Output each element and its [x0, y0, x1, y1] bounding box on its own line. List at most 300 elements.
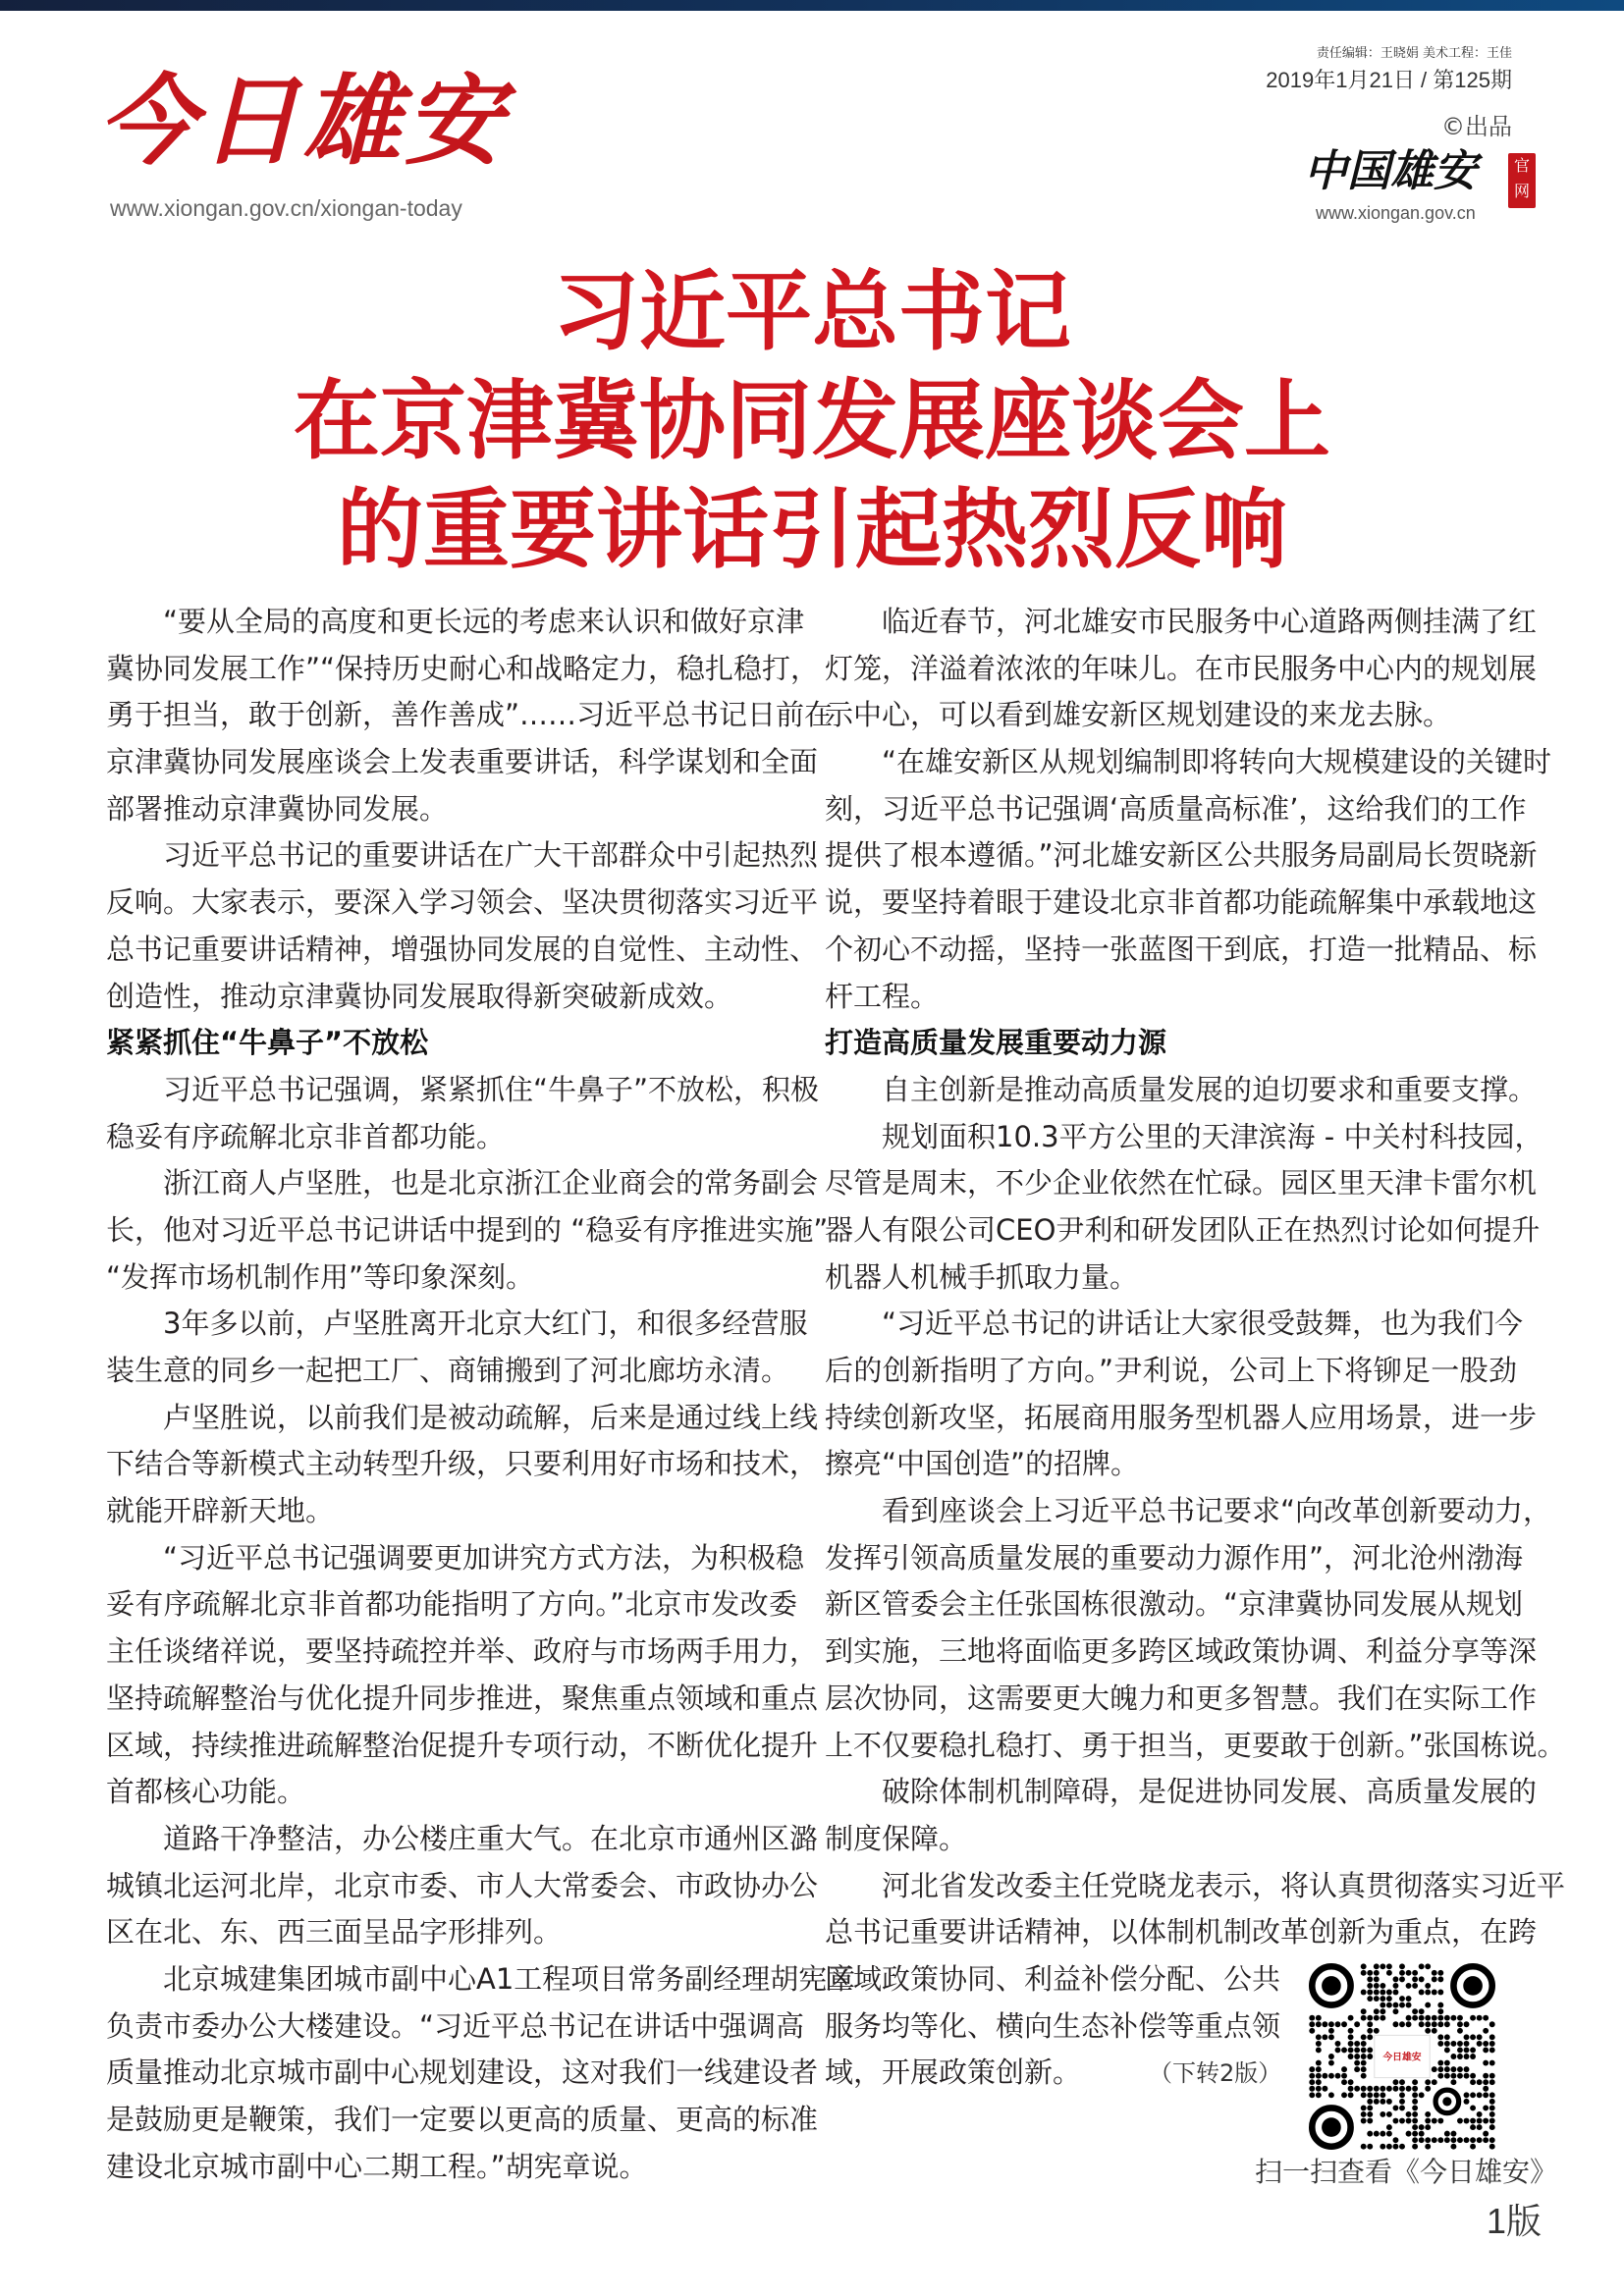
- qr-dot: [1367, 2105, 1373, 2110]
- qr-dot: [1437, 2060, 1443, 2066]
- qr-dot: [1393, 2086, 1399, 2092]
- qr-dot: [1457, 2137, 1463, 2143]
- text-line: 持续创新攻坚，拓展商用服务型机器人应用场景，进一步: [825, 1400, 1538, 1434]
- qr-dot: [1374, 2131, 1380, 2137]
- qr-dot: [1386, 1963, 1392, 1969]
- qr-dot: [1309, 2028, 1315, 2034]
- qr-dot: [1380, 2131, 1385, 2137]
- qr-dot: [1361, 2118, 1367, 2124]
- qr-dot: [1399, 1976, 1405, 1982]
- qr-dot: [1489, 2048, 1495, 2054]
- text-line: 尽管是周末，不少企业依然在忙碌。园区里天津卡雷尔机: [825, 1166, 1538, 1201]
- qr-dot: [1412, 2099, 1418, 2105]
- qr-dot: [1444, 2034, 1450, 2040]
- qr-dot: [1374, 2092, 1380, 2098]
- text-line: 坚持疏解整治与优化提升同步推进，聚焦重点领域和重点: [106, 1681, 819, 1715]
- qr-dot: [1419, 1976, 1425, 1982]
- qr-dot: [1399, 2002, 1405, 2008]
- headline-line: 习近平总书记: [552, 260, 1071, 362]
- qr-dot: [1361, 2086, 1367, 2092]
- qr-dot: [1406, 2002, 1412, 2008]
- qr-dot: [1367, 2111, 1373, 2117]
- qr-dot: [1483, 2086, 1489, 2092]
- qr-dot: [1374, 2008, 1380, 2014]
- qr-dot: [1419, 2124, 1425, 2130]
- qr-dot: [1367, 2086, 1373, 2092]
- qr-dot: [1367, 2131, 1373, 2137]
- masthead-logo: 今日雄安: [98, 63, 507, 179]
- text-line: 临近春节，河北雄安市民服务中心道路两侧挂满了红: [882, 605, 1538, 638]
- qr-dot: [1457, 2015, 1463, 2021]
- qr-dot: [1316, 2021, 1322, 2027]
- qr-dot: [1386, 2124, 1392, 2130]
- qr-dot: [1444, 2015, 1450, 2021]
- qr-dot: [1425, 2124, 1431, 2130]
- qr-dot: [1393, 1990, 1399, 1996]
- text-line: 区域政策协同、利益补偿分配、公共: [825, 1961, 1281, 1996]
- qr-dot: [1380, 2008, 1385, 2014]
- text-line: 部署推动京津冀协同发展。: [106, 791, 449, 826]
- qr-dot: [1322, 2073, 1327, 2079]
- text-line: “在雄安新区从规划编制即将转向大规模建设的关键时: [882, 745, 1552, 779]
- qr-dot: [1419, 2137, 1425, 2143]
- text-line: 区在北、东、西三面呈品字形排列。: [106, 1915, 563, 1949]
- qr-dot: [1444, 2137, 1450, 2143]
- qr-dot: [1425, 2015, 1431, 2021]
- qr-dot: [1316, 2086, 1322, 2092]
- text-line: 上不仅要稳扎稳打、勇于担当，更要敢于创新。”张国栋说。: [825, 1728, 1566, 1762]
- text-line: 提供了根本遵循。”河北雄安新区公共服务局副局长贺晓新: [825, 838, 1538, 873]
- qr-dot: [1380, 1963, 1385, 1969]
- qr-dot: [1328, 2092, 1334, 2098]
- qr-dot: [1328, 2021, 1334, 2027]
- headline-line: 的重要讲话引起热烈反响: [336, 478, 1287, 580]
- qr-dot: [1348, 2054, 1354, 2059]
- qr-dot: [1489, 2060, 1495, 2066]
- qr-dot: [1489, 2034, 1495, 2040]
- qr-dot: [1483, 2105, 1489, 2110]
- qr-dot: [1335, 2021, 1341, 2027]
- text-line: 说，要坚持着眼于建设北京非首都功能疏解集中承载地这: [825, 885, 1538, 920]
- qr-dot: [1374, 1976, 1380, 1982]
- qr-dot: [1477, 2137, 1483, 2143]
- qr-dot: [1419, 1963, 1425, 1969]
- qr-dot: [1309, 2021, 1315, 2027]
- qr-dot: [1386, 2086, 1392, 2092]
- qr-dot: [1489, 2137, 1495, 2143]
- paragraph: [106, 1301, 808, 1394]
- qr-dot: [1425, 2137, 1431, 2143]
- qr-dot: [1425, 2028, 1431, 2034]
- qr-dot: [1483, 2041, 1489, 2047]
- qr-dot: [1419, 2008, 1425, 2014]
- qr-dot: [1483, 2060, 1489, 2066]
- qr-dot: [1354, 2054, 1360, 2059]
- text-line: “习近平总书记的讲话让大家很受鼓舞，也为我们今: [882, 1307, 1524, 1341]
- qr-dot: [1425, 2079, 1431, 2085]
- qr-dot: [1361, 2144, 1367, 2150]
- qr-dot: [1444, 2131, 1450, 2137]
- qr-dot: [1393, 2079, 1399, 2085]
- qr-dot: [1457, 2041, 1463, 2047]
- qr-dot: [1367, 2034, 1373, 2040]
- qr-dot: [1450, 2144, 1456, 2150]
- qr-dot: [1399, 2118, 1405, 2124]
- qr-dot: [1412, 1970, 1418, 1976]
- qr-dot: [1361, 1990, 1367, 1996]
- qr-dot: [1361, 2048, 1367, 2054]
- qr-dot: [1393, 2137, 1399, 2143]
- qr-dot: [1412, 2124, 1418, 2130]
- text-line: 道路干净整洁，办公楼庄重大气。在北京市通州区潞: [163, 1821, 819, 1855]
- qr-dot: [1444, 2021, 1450, 2027]
- qr-dot: [1432, 2028, 1437, 2034]
- paragraph: [825, 1301, 1538, 1488]
- qr-dot: [1367, 2092, 1373, 2098]
- qr-dot: [1361, 2092, 1367, 2098]
- qr-dot: [1348, 2041, 1354, 2047]
- article-column-left: [106, 599, 856, 2190]
- text-line: 反响。大家表示，要深入学习领会、坚决贯彻落实习近平: [106, 885, 819, 920]
- qr-dot: [1477, 2118, 1483, 2124]
- paragraph: [825, 1114, 1543, 1302]
- qr-dot: [1348, 2034, 1354, 2040]
- text-line: 是鼓励更是鞭策，我们一定要以更高的质量、更高的标准: [106, 2103, 819, 2136]
- qr-caption: 扫一扫查看《今日雄安》: [1255, 2156, 1558, 2188]
- qr-dot: [1354, 2041, 1360, 2047]
- qr-dot: [1328, 2034, 1334, 2040]
- qr-dot: [1470, 2015, 1476, 2021]
- qr-dot: [1386, 1970, 1392, 1976]
- qr-dot: [1386, 2131, 1392, 2137]
- text-line: “要从全局的高度和更长远的考虑来认识和做好京津: [163, 605, 805, 638]
- qr-dot: [1380, 1996, 1385, 2002]
- issue-date: 2019年1月21日 / 第125期: [1266, 68, 1512, 92]
- qr-dot: [1309, 2015, 1315, 2021]
- qr-dot: [1374, 2086, 1380, 2092]
- qr-dot: [1483, 2118, 1489, 2124]
- qr-dot: [1399, 2099, 1405, 2105]
- partner-url[interactable]: www.xiongan.gov.cn: [1316, 203, 1476, 223]
- qr-dot: [1380, 2092, 1385, 2098]
- qr-dot: [1354, 2021, 1360, 2027]
- qr-dot: [1341, 2079, 1347, 2085]
- qr-dot: [1477, 2092, 1483, 2098]
- text-line: 服务均等化、横向生态补偿等重点领: [825, 2008, 1281, 2043]
- masthead-url[interactable]: www.xiongan.gov.cn/xiongan-today: [110, 195, 462, 221]
- qr-dot: [1464, 2118, 1470, 2124]
- text-line: 器人有限公司CEO尹利和研发团队正在热烈讨论如何提升: [825, 1212, 1541, 1247]
- qr-dot: [1437, 1990, 1443, 1996]
- qr-dot: [1444, 2066, 1450, 2072]
- qr-dot: [1470, 2034, 1476, 2040]
- editor-credits: 责任编辑：王晓娟 美术工程：王佳: [1316, 46, 1512, 61]
- qr-dot: [1425, 2111, 1431, 2117]
- produced-by-label: ©出品: [1441, 113, 1512, 140]
- qr-dot: [1309, 2079, 1315, 2085]
- text-line: 灯笼，洋溢着浓浓的年味儿。在市民服务中心内的规划展: [825, 651, 1538, 685]
- qr-dot: [1483, 2015, 1489, 2021]
- qr-dot: [1361, 2066, 1367, 2072]
- qr-dot: [1399, 2105, 1405, 2110]
- qr-dot: [1354, 2086, 1360, 2092]
- qr-dot: [1483, 2073, 1489, 2079]
- qr-dot: [1399, 2079, 1405, 2085]
- top-color-bar: [0, 0, 1624, 11]
- qr-dot: [1477, 2111, 1483, 2117]
- qr-dot: [1367, 2015, 1373, 2021]
- qr-dot: [1450, 2015, 1456, 2021]
- qr-dot: [1412, 2144, 1418, 2150]
- qr-dot: [1464, 2137, 1470, 2143]
- text-line: 装生意的同乡一起把工厂、商铺搬到了河北廊坊永清。: [106, 1354, 790, 1387]
- qr-dot: [1419, 2015, 1425, 2021]
- qr-dot: [1432, 2021, 1437, 2027]
- qr-dot: [1477, 2034, 1483, 2040]
- qr-dot: [1489, 2118, 1495, 2124]
- qr-dot: [1437, 2118, 1443, 2124]
- qr-dot: [1450, 2079, 1456, 2085]
- qr-dot: [1361, 2105, 1367, 2110]
- qr-dot: [1386, 2099, 1392, 2105]
- qr-dot: [1386, 1990, 1392, 1996]
- qr-dot: [1419, 2131, 1425, 2137]
- qr-dot: [1444, 2073, 1450, 2079]
- qr-dot: [1341, 2092, 1347, 2098]
- qr-dot: [1316, 2079, 1322, 2085]
- qr-dot: [1450, 2066, 1456, 2072]
- qr-dot: [1335, 2048, 1341, 2054]
- qr-dot: [1406, 2086, 1412, 2092]
- qr-dot: [1464, 2066, 1470, 2072]
- text-line: 建设北京城市副中心二期工程。”胡宪章说。: [106, 2149, 648, 2183]
- headline-line: 在京津冀协同发展座谈会上: [293, 369, 1330, 471]
- text-line: 总书记重要讲话精神，以体制机制改革创新为重点，在跨: [825, 1915, 1538, 1949]
- qr-dot: [1354, 2048, 1360, 2054]
- qr-dot: [1406, 2021, 1412, 2027]
- text-line: 京津冀协同发展座谈会上发表重要讲话，科学谋划和全面: [106, 745, 819, 779]
- qr-dot: [1361, 2041, 1367, 2047]
- qr-dot: [1374, 1990, 1380, 1996]
- qr-dot: [1374, 1963, 1380, 1969]
- qr-dot: [1412, 2015, 1418, 2021]
- qr-dot: [1367, 1970, 1373, 1976]
- text-line: 新区管委会主任张国栋很激动。“京津冀协同发展从规划: [825, 1587, 1524, 1622]
- qr-dot: [1316, 2048, 1322, 2054]
- paragraph: [106, 1160, 829, 1301]
- paragraph: [106, 1816, 819, 1956]
- qr-dot: [1483, 2048, 1489, 2054]
- paragraph: [106, 1067, 820, 1160]
- qr-dot: [1483, 2028, 1489, 2034]
- text-line: “习近平总书记强调要更加讲究方式方法，为积极稳: [163, 1540, 805, 1575]
- qr-dot: [1470, 2105, 1476, 2110]
- paragraph: [825, 1769, 1538, 1862]
- qr-dot: [1341, 2021, 1347, 2027]
- qr-dot: [1464, 2099, 1470, 2105]
- qr-dot: [1361, 1963, 1367, 1969]
- qr-dot: [1437, 2066, 1443, 2072]
- qr-dot: [1367, 2054, 1373, 2059]
- text-line: 创造性，推动京津冀协同发展取得新突破新成效。: [106, 979, 733, 1013]
- qr-dot: [1406, 1983, 1412, 1989]
- paragraph: [106, 599, 834, 832]
- qr-center-label: 今日雄安: [1382, 2052, 1422, 2063]
- qr-dot: [1335, 2041, 1341, 2047]
- qr-dot: [1489, 2092, 1495, 2098]
- text-line: 后的创新指明了方向。”尹利说，公司上下将铆足一股劲: [825, 1354, 1517, 1387]
- text-line: 层次协同，这需要更大魄力和更多智慧。我们在实际工作: [825, 1681, 1538, 1715]
- continued-note: （下转2版）: [1149, 2059, 1282, 2087]
- qr-dot: [1425, 1990, 1431, 1996]
- qr-dot: [1450, 2054, 1456, 2059]
- qr-dot: [1412, 2131, 1418, 2137]
- text-line: 自主创新是推动高质量发展的迫切要求和重要支撑。: [882, 1072, 1538, 1106]
- qr-dot: [1437, 1970, 1443, 1976]
- qr-finder-center: [1322, 2117, 1341, 2137]
- text-line: 勇于担当，敢于创新，善作善成”……习近平总书记日前在: [106, 698, 834, 732]
- qr-dot: [1470, 2144, 1476, 2150]
- qr-dot: [1489, 2073, 1495, 2079]
- qr-dot: [1380, 1990, 1385, 1996]
- text-line: 质量推动北京城市副中心规划建设，这对我们一线建设者: [106, 2056, 819, 2090]
- qr-dot: [1437, 2073, 1443, 2079]
- qr-dot: [1399, 2086, 1405, 2092]
- qr-align-center: [1442, 2097, 1451, 2106]
- qr-dot: [1348, 2086, 1354, 2092]
- headline: [0, 257, 1624, 584]
- qr-dot: [1483, 2079, 1489, 2085]
- qr-dot: [1412, 2079, 1418, 2085]
- qr-dot: [1393, 2008, 1399, 2014]
- qr-dot: [1406, 2111, 1412, 2117]
- paragraph: [106, 832, 819, 1020]
- qr-dot: [1412, 2086, 1418, 2092]
- text-line: 破除体制机制障碍，是促进协同发展、高质量发展的: [882, 1775, 1538, 1809]
- qr-dot: [1367, 2144, 1373, 2150]
- qr-dot: [1328, 2073, 1334, 2079]
- qr-dot: [1406, 2015, 1412, 2021]
- qr-dot: [1309, 2092, 1315, 2098]
- text-line: 负责市委办公大楼建设。“习近平总书记在讲话中强调高: [106, 2008, 805, 2043]
- qr-dot: [1464, 2073, 1470, 2079]
- qr-dot: [1399, 1970, 1405, 1976]
- qr-dot: [1483, 2131, 1489, 2137]
- text-line: 紧紧抓住“牛鼻子”不放松: [106, 1026, 429, 1060]
- qr-dot: [1361, 2008, 1367, 2014]
- qr-dot: [1450, 2131, 1456, 2137]
- qr-dot: [1374, 1983, 1380, 1989]
- paragraph: [825, 1067, 1538, 1114]
- qr-dot: [1450, 2137, 1456, 2143]
- qr-finder-center: [1322, 1976, 1341, 1996]
- text-line: 示中心，可以看到雄安新区规划建设的来龙去脉。: [825, 698, 1452, 732]
- text-line: 就能开辟新天地。: [106, 1494, 335, 1528]
- qr-dot: [1470, 2079, 1476, 2085]
- qr-dot: [1432, 2066, 1437, 2072]
- text-line: 习近平总书记强调，紧紧抓住“牛鼻子”不放松，积极: [163, 1072, 820, 1106]
- qr-dot: [1374, 1996, 1380, 2002]
- qr-dot: [1374, 1970, 1380, 1976]
- qr-dot: [1477, 2079, 1483, 2085]
- qr-dot: [1457, 2073, 1463, 2079]
- qr-dot: [1437, 2034, 1443, 2040]
- qr-dot: [1406, 1996, 1412, 2002]
- qr-dot: [1412, 2105, 1418, 2110]
- qr-dot: [1367, 2021, 1373, 2027]
- qr-dot: [1367, 2048, 1373, 2054]
- text-line: 北京城建集团城市副中心A1工程项目常务副经理胡宪章: [163, 1961, 856, 1996]
- paragraph: [825, 1488, 1566, 1769]
- qr-dot: [1489, 2079, 1495, 2085]
- text-line: 主任谈绪祥说，要坚持疏控并举、政府与市场两手用力，: [106, 1634, 819, 1669]
- qr-dot: [1328, 2060, 1334, 2066]
- text-line: 擦亮“中国创造”的招牌。: [825, 1447, 1140, 1481]
- article-column-right: [825, 599, 1566, 2097]
- qr-dot: [1412, 1983, 1418, 1989]
- qr-dot: [1406, 1970, 1412, 1976]
- qr-dot: [1412, 2111, 1418, 2117]
- qr-finder-center: [1463, 1976, 1483, 1996]
- qr-dot: [1374, 2028, 1380, 2034]
- qr-dot: [1450, 2041, 1456, 2047]
- section-heading: [825, 1020, 1517, 1067]
- seal-char: 网: [1513, 182, 1530, 200]
- qr-dot: [1380, 2099, 1385, 2105]
- text-line: 河北省发改委主任党晓龙表示，将认真贯彻落实习近平: [882, 1868, 1566, 1902]
- qr-dot: [1354, 2066, 1360, 2072]
- qr-dot: [1425, 2086, 1431, 2092]
- qr-dot: [1470, 2118, 1476, 2124]
- qr-dot: [1309, 2066, 1315, 2072]
- qr-dot: [1316, 2034, 1322, 2040]
- qr-dot: [1316, 2073, 1322, 2079]
- text-line: 打造高质量发展重要动力源: [825, 1026, 1167, 1060]
- qr-dot: [1393, 2002, 1399, 2008]
- qr-dot: [1399, 2092, 1405, 2098]
- qr-dot: [1348, 2079, 1354, 2085]
- qr-dot: [1386, 2002, 1392, 2008]
- qr-dot: [1412, 2092, 1418, 2098]
- qr-dot: [1412, 2008, 1418, 2014]
- qr-dot: [1489, 2099, 1495, 2105]
- qr-dot: [1457, 2118, 1463, 2124]
- qr-dot: [1386, 1996, 1392, 2002]
- text-line: 稳妥有序疏解北京非首都功能。: [106, 1119, 506, 1153]
- qr-dot: [1470, 2124, 1476, 2130]
- qr-dot: [1374, 2015, 1380, 2021]
- qr-dot: [1367, 2118, 1373, 2124]
- qr-dot: [1380, 2086, 1385, 2092]
- qr-dot: [1348, 2048, 1354, 2054]
- qr-dot: [1489, 2021, 1495, 2027]
- qr-dot: [1367, 2028, 1373, 2034]
- qr-dot: [1380, 1983, 1385, 1989]
- qr-dot: [1367, 1990, 1373, 1996]
- qr-dot: [1489, 2041, 1495, 2047]
- qr-code-icon[interactable]: [1309, 1963, 1495, 2150]
- text-line: 发挥引领高质量发展的重要动力源作用”，河北沧州渤海: [825, 1540, 1524, 1575]
- qr-dot: [1464, 2021, 1470, 2027]
- qr-dot: [1489, 2105, 1495, 2110]
- qr-dot: [1470, 2048, 1476, 2054]
- qr-dot: [1444, 2041, 1450, 2047]
- qr-dot: [1489, 2124, 1495, 2130]
- qr-dot: [1341, 2073, 1347, 2079]
- qr-dot: [1316, 2041, 1322, 2047]
- qr-dot: [1432, 2118, 1437, 2124]
- qr-dot: [1444, 2048, 1450, 2054]
